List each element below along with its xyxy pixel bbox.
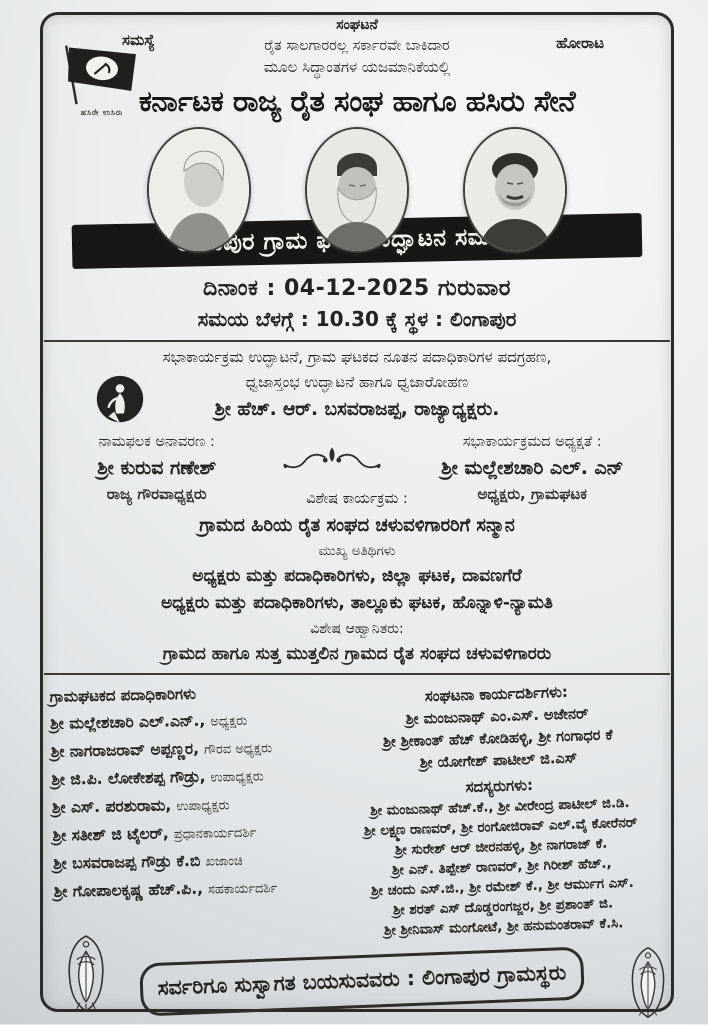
motto-line-1: ರೈತ ಸಾಲಗಾರರಲ್ಲ ಸರ್ಕಾರವೇ ಬಾಕಿದಾರ (264, 38, 450, 54)
special-programme-line: ಗ್ರಾಮದ ಹಿರಿಯ ರೈತ ಸಂಘದ ಚಳುವಳಿಗಾರರಿಗೆ ಸನ್ಮಾನ (199, 515, 515, 536)
bearer-name: ಶ್ರೀ ಮಲ್ಲೇಶಚಾರಿ ಎಲ್.ಎನ್., (50, 711, 206, 733)
list-item: ಶ್ರೀ ಲಕ್ಷ್ಮಣ ರಾಣವರ್, ಶ್ರೀ ರಂಗೋಜಿರಾವ್ ಎಲ್.ವೈ ಕೋರೆನರ್ (363, 815, 638, 840)
flourish-ornament-icon (269, 434, 394, 482)
union-flag (52, 40, 152, 118)
bearer-role: ಗೌರವ ಅಧ್ಯಕ್ಷರು (203, 741, 273, 758)
list-item (51, 736, 329, 762)
divider-bottom (44, 673, 670, 675)
inaugurator-name: ಶ್ರೀ ಹೆಚ್. ಆರ್. ಬಸವರಾಜಪ್ಪ, ರಾಜ್ಯಾಧ್ಯಕ್ಷರು. (214, 399, 500, 420)
list-item (50, 708, 328, 734)
slogan-problem: ಸಮಸ್ಯೆ (122, 31, 155, 49)
slogan-organisation: ಸಂಘಟನೆ (336, 17, 378, 33)
praying-hands-icon (626, 945, 670, 1025)
invitation-card (44, 14, 670, 1008)
roster-section (44, 681, 670, 939)
list-item: ಶ್ರೀ ಎನ್. ತಿಪ್ಪೇಶ್ ರಾಣವರ್, ಶ್ರೀ ಗಿರೀಶ್ ಹೆಚ್., (391, 856, 612, 879)
list-item: ಶ್ರೀ ಶರತ್ ಎಸ್ ದೊಡ್ಡರಂಗಜ್ಜರ, ಶ್ರೀ ಪ್ರಶಾಂತ್ ಜಿ. (392, 896, 614, 919)
chief-guest-line-2: ಅಧ್ಯಕ್ಷರು ಮತ್ತು ಪದಾಧಿಕಾರಿಗಳು, ತಾಲ್ಲೂಕು ಘಟಕ, ಹೊನ್ನಾಳಿ-ನ್ಯಾಮತಿ (161, 593, 553, 613)
bearer-name: ಶ್ರೀ ಎಸ್. ಪರಶುರಾಮ, (51, 796, 172, 817)
list-item: ಶ್ರೀ ಶ್ರೀನಿವಾಸ್ ಮಂಗೋಟೆ, ಶ್ರೀ ಹನುಮಂತರಾವ್ ಕೆ.ಸಿ. (383, 916, 624, 939)
nameplate-name: ಶ್ರೀ ಕುರುವ ಗಣೇಶ್ (97, 457, 217, 479)
bearer-name: ಶ್ರೀ ಸತೀಶ್ ಜಿ ಟೈಲರ್, (52, 824, 169, 845)
bearer-role: ಖಜಾಂಚಿ (205, 853, 243, 870)
chief-guests-heading: ಮುಖ್ಯ ಅತಿಥಿಗಳು (318, 543, 396, 559)
bearer-role: ಉಪಾಧ್ಯಕ್ಷರು (176, 798, 230, 815)
programme-section (44, 348, 670, 420)
sower-emblem-icon (92, 372, 148, 432)
nameplate-heading: ನಾಮಫಲಕ ಅನಾವರಣ : (98, 434, 215, 450)
event-date: ದಿನಾಂಕ : 04-12-2025 ಗುರುವಾರ (203, 276, 511, 301)
special-invitees-line: ಗ್ರಾಮದ ಹಾಗೂ ಸುತ್ತ ಮುತ್ತಲಿನ ಗ್ರಾಮದ ರೈತ ಸಂಘದ ಚಳುವಳಿಗಾರರು (162, 644, 552, 664)
welcome-message: ಸರ್ವರಿಗೂ ಸುಸ್ವಾಗತ ಬಯಸುವವರು : ಲಿಂಗಾಪುರ ಗ್ರಾಮಸ್ಥರು (139, 946, 585, 1016)
office-bearers-heading: ಗ್ರಾಮಘಟಕದ ಪದಾಧಿಕಾರಿಗಳು (49, 684, 197, 706)
presiding-designation: ಅಧ್ಯಕ್ಷರು, ಗ್ರಾಮಘಟಕ (477, 485, 588, 503)
bearer-name: ಶ್ರೀ ನಾಗರಾಜರಾವ್ ಅಪ್ಪಣ್ಣರ, (50, 739, 200, 761)
list-item: ಶ್ರೀ ಮಂಜುನಾಥ್ ಎಂ.ಎಸ್. ಅಜೇನರ್ (405, 706, 589, 728)
portrait-photo-1 (147, 127, 251, 253)
special-invitees-heading: ವಿಶೇಷ ಆಹ್ವಾನಿತರು: (310, 621, 404, 637)
portrait-photo-3 (463, 127, 567, 253)
list-item (54, 876, 332, 902)
welcome-strip (44, 937, 670, 1025)
list-item: ಶ್ರೀ ಶ್ರೀಕಾಂತ್ ಹೆಚ್ ಕೋಡಿಹಳ್ಳಿ, ಶ್ರೀ ಗಂಗಾಧರ ಕೆ (382, 727, 613, 751)
bearer-role: ಸಹಕಾರ್ಯದರ್ಶಿ (207, 881, 278, 898)
divider-top (44, 340, 670, 342)
list-item: ಶ್ರೀ ಮಂಜುನಾಥ್ ಹೆಚ್.ಕೆ., ಶ್ರೀ ವೀರೇಂದ್ರ ಪಾಟೀಲ್ ಜಿ.ಡಿ. (370, 795, 630, 820)
programme-line-1: ಸಭಾಕಾರ್ಯಕ್ರಮ ಉದ್ಘಾಟನೆ, ಗ್ರಾಮ ಘಟಕದ ನೂತನ ಪದಾಧಿಕಾರಿಗಳ ಪದಗ್ರಹಣ, (162, 348, 552, 366)
programme-line-2: ಧ್ವಜಾಸ್ತಂಭ ಉದ್ಘಾಟನೆ ಹಾಗೂ ಧ್ವಜಾರೋಹಣ (245, 373, 469, 391)
presiding-block (395, 434, 670, 503)
nameplate-block (44, 434, 269, 503)
organisation-title: ಕರ್ನಾಟಕ ರಾಜ್ಯ ರೈತ ಸಂಘ ಹಾಗೂ ಹಸಿರು ಸೇನೆ (138, 84, 576, 118)
chief-guest-line-1: ಅಧ್ಯಕ್ಷರು ಮತ್ತು ಪದಾಧಿಕಾರಿಗಳು, ಜಿಲ್ಲಾ ಘಟಕ, ದಾವಣಗೆರೆ (192, 566, 522, 586)
flag-caption: ಹಸಿರೇ ಉಸಿರು (80, 108, 124, 117)
event-time-venue: ಸಮಯ ಬೆಳಗ್ಗೆ : 10.30 ಕ್ಕೆ ಸ್ಥಳ : ಲಿಂಗಾಪುರ (197, 307, 517, 331)
bearer-role: ಅಧ್ಯಕ್ಷರು (210, 713, 248, 730)
list-item: ಶ್ರೀ ಯೋಗೇಶ್ ಪಾಟೀಲ್ ಜಿ.ಎಸ್ (419, 750, 578, 772)
list-item (52, 792, 330, 818)
nameplate-designation: ರಾಜ್ಯ ಗೌರವಾಧ್ಯಕ್ಷರು (106, 485, 207, 503)
presiding-heading: ಸಭಾಕಾರ್ಯಕ್ರಮದ ಅಧ್ಯಕ್ಷತೆ : (462, 434, 602, 450)
list-item (52, 820, 330, 846)
list-item (53, 848, 331, 874)
bearer-role: ಉಪಾಧ್ಯಕ್ಷರು (210, 769, 264, 786)
leader-portraits (44, 127, 670, 253)
org-secretaries-heading: ಸಂಘಟನಾ ಕಾರ್ಯದರ್ಶಿಗಳು: (424, 682, 569, 706)
event-title-banner: ಗ್ರಾಮ ಉದ್ಘಾಟನ (72, 213, 643, 269)
bearer-role: ಪ್ರಧಾನಕಾರ್ಯದರ್ಶಿ (173, 825, 257, 843)
portrait-photo-2 (305, 127, 409, 253)
slogan-struggle: ಹೋರಾಟ (556, 34, 604, 52)
praying-hands-icon (62, 933, 110, 1019)
special-programme-heading: ವಿಶೇಷ ಕಾರ್ಯಕ್ರಮ : (306, 491, 408, 507)
secretaries-members-list (326, 676, 674, 941)
bearer-name: ಶ್ರೀ ಗೋಪಾಲಕೃಷ್ಣ ಹೆಚ್.ಪಿ., (53, 879, 204, 901)
list-item (51, 764, 329, 790)
list-item: ಶ್ರೀ ಚಂದು ಎಸ್.ಜಿ., ಶ್ರೀ ರಮೇಶ್ ಕೆ., ಶ್ರೀ ಆರ್ಮುಗ ಎಸ್. (371, 875, 635, 900)
bearer-name: ಶ್ರೀ ಬಸವರಾಜಪ್ಪ ಗೌಡ್ರು ಕೆ.ಬಿ (52, 851, 201, 873)
motto-line-2: ಮೂಲ ಸಿದ್ಧಾಂತಗಳ ಯಜಮಾನಿಕೆಯಲ್ಲಿ (263, 58, 451, 76)
office-bearers-list (41, 678, 332, 938)
presiding-name: ಶ್ರೀ ಮಲ್ಲೇಶಚಾರಿ ಎಲ್. ಎನ್ (441, 457, 624, 479)
list-item: ಶ್ರೀ ಸುರೇಶ್ ಆರ್ ಜೀರನಹಳ್ಳಿ, ಶ್ರೀ ನಾಗರಾಜ್ ಕೆ. (394, 836, 608, 859)
members-heading: ಸದಸ್ಯರುಗಳು: (465, 775, 534, 797)
bearer-name: ಶ್ರೀ ಜಿ.ಪಿ. ಲೋಕೇಶಪ್ಪ ಗೌಡ್ರು, (51, 767, 206, 789)
